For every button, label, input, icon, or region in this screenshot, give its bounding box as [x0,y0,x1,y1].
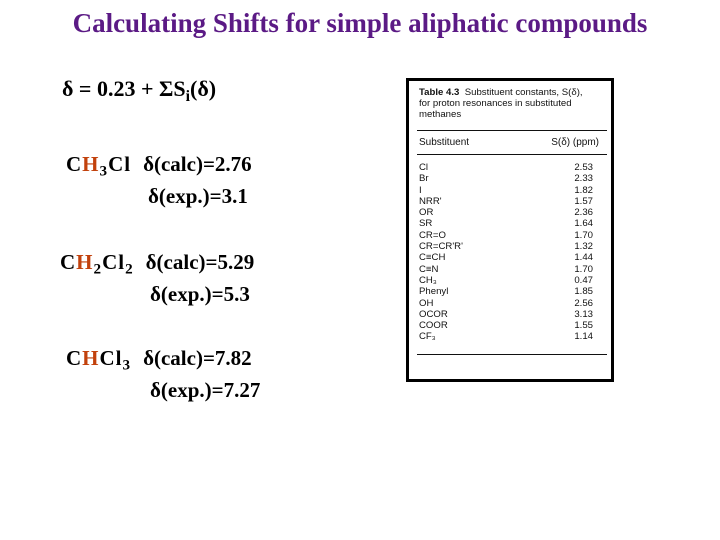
table-row: CH₃ 0.47 [419,274,593,286]
formula-subscript: i [185,87,191,105]
table-row: CF₃ 1.14 [419,331,593,343]
table-row: C≡N 1.70 [419,263,593,275]
substituent-table [406,78,614,382]
table-row: Cl 2.53 [419,162,593,173]
table-row: OR 2.36 [419,207,593,219]
table-top-rule [417,130,607,131]
col-shift: S(δ) (ppm) [551,137,599,148]
table-row: C≡CH 1.44 [419,252,593,264]
table-row: I 1.82 [419,184,593,196]
table-row: COOR 1.55 [419,320,593,332]
table-row: CR=CR'R' 1.32 [419,241,593,253]
exp-shift: δ(exp.)=3.1 [148,184,248,208]
example-chcl3 [66,342,260,406]
page-title: Calculating Shifts for simple aliphatic compounds [72,8,648,38]
example-ch3cl [66,148,252,212]
table-header-rule [417,154,607,155]
table-row: NRR' 1.57 [419,195,593,207]
table-bottom-rule [417,354,607,355]
table-row: Phenyl 1.85 [419,286,593,298]
table-body [419,162,609,343]
compound-formula: $CH_2Cl_2$ [60,250,134,278]
shift-formula [62,76,217,105]
formula-argument: (δ) [190,76,217,101]
table-row: OH 2.56 [419,297,593,309]
exp-shift: δ(exp.)=5.3 [150,282,250,306]
table-row: SR 1.64 [419,218,593,230]
example-ch2cl2 [60,246,254,310]
compound-formula: CHCl$_3$ [66,346,132,374]
exp-shift: δ(exp.)=7.27 [150,378,261,402]
table-row: Br 2.33 [419,173,593,185]
calc-shift: δ(calc)=2.76 [143,152,252,176]
calc-shift: δ(calc)=5.29 [145,250,255,274]
sigma-symbol: Σ [159,76,174,101]
compound-formula: $CH_3Cl$ [66,152,132,180]
table-caption: Table 4.3 Substituent constants, S(δ), for proton resonances in substituted methanes [419,87,583,120]
table-row: CR=O 1.70 [419,229,593,241]
calc-shift: δ(calc)=7.82 [143,346,252,370]
delta-symbol: δ [62,76,74,101]
table-row: OCOR 3.13 [419,308,593,320]
formula-equals: = 0.23 + [73,76,159,101]
table-number: Table 4.3 [419,87,460,98]
col-substituent: Substituent [419,137,470,148]
formula-s: S [173,76,186,101]
